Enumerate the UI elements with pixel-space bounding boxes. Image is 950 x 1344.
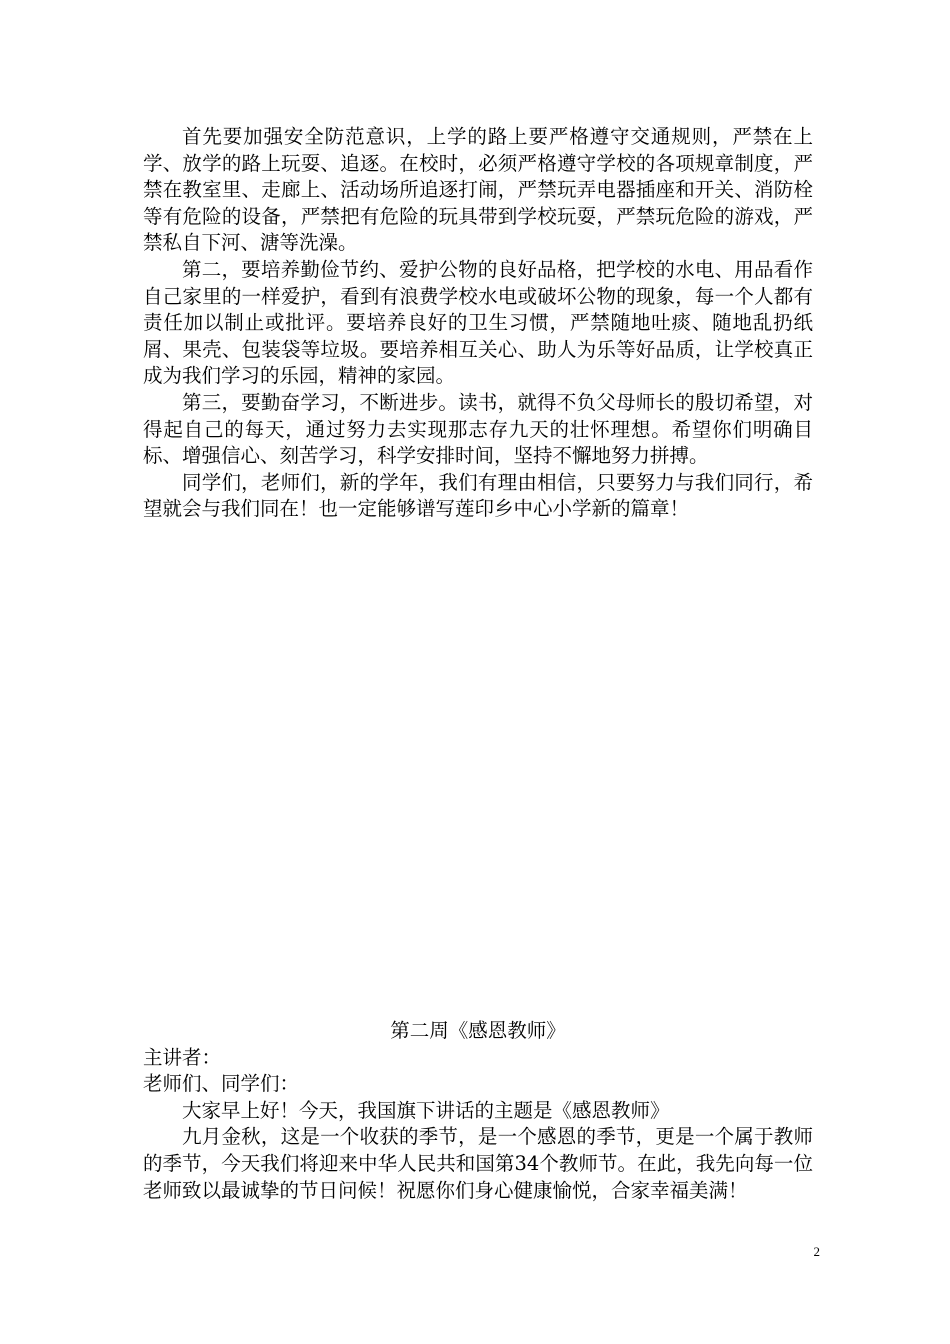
paragraph-study: 第三，要勤奋学习，不断进步。读书，就得不负父母师长的殷切希望，对得起自己的每天，通过努力去实现那志存九天的壮怀理想。希望你们明确目标、增强信心、刻苦学习，科学安排时间，坚持不懈地努力拼搏。	[143, 390, 813, 468]
body-text-top	[143, 124, 813, 523]
page-number: 2	[813, 1244, 820, 1259]
section-title: 第二周《感恩教师》	[390, 1019, 566, 1042]
body-text-bottom	[143, 1018, 813, 1204]
speaker-label: 主讲者：	[143, 1045, 222, 1069]
paragraph-teachers-day: 九月金秋，这是一个收获的季节，是一个感恩的季节，更是一个属于教师的季节，今天我们将迎来中华人民共和国第34个教师节。在此，我先向每一位老师致以最诚挚的节日问候！祝愿你们身心健康愉悦，合家幸福美满！	[143, 1125, 813, 1202]
paragraph-opening: 大家早上好！今天，我国旗下讲话的主题是《感恩教师》	[182, 1098, 670, 1122]
paragraph-thrift: 第二，要培养勤俭节约、爱护公物的良好品格，把学校的水电、用品看作自己家里的一样爱护，看到有浪费学校水电或破坏公物的现象，每一个人都有责任加以制止或批评。要培养良好的卫生习惯，严禁随地吐痰、随地乱扔纸屑、果壳、包装袋等垃圾。要培养相互关心、助人为乐等好品质，让学校真正成为我们学习的乐园，精神的家园。	[143, 257, 813, 388]
paragraph-safety: 首先要加强安全防范意识，上学的路上要严格遵守交通规则，严禁在上学、放学的路上玩耍、追逐。在校时，必须严格遵守学校的各项规章制度，严禁在教室里、走廊上、活动场所追逐打闹，严禁玩弄电器插座和开关、消防栓等有危险的设备，严禁把有危险的玩具带到学校玩耍，严禁玩危险的游戏，严禁私自下河、溏等洗澡。	[143, 125, 813, 255]
paragraph-closing: 同学们，老师们，新的学年，我们有理由相信，只要努力与我们同行，希望就会与我们同在！也一定能够谱写莲印乡中心小学新的篇章！	[143, 470, 813, 521]
greeting: 老师们、同学们：	[143, 1072, 300, 1096]
